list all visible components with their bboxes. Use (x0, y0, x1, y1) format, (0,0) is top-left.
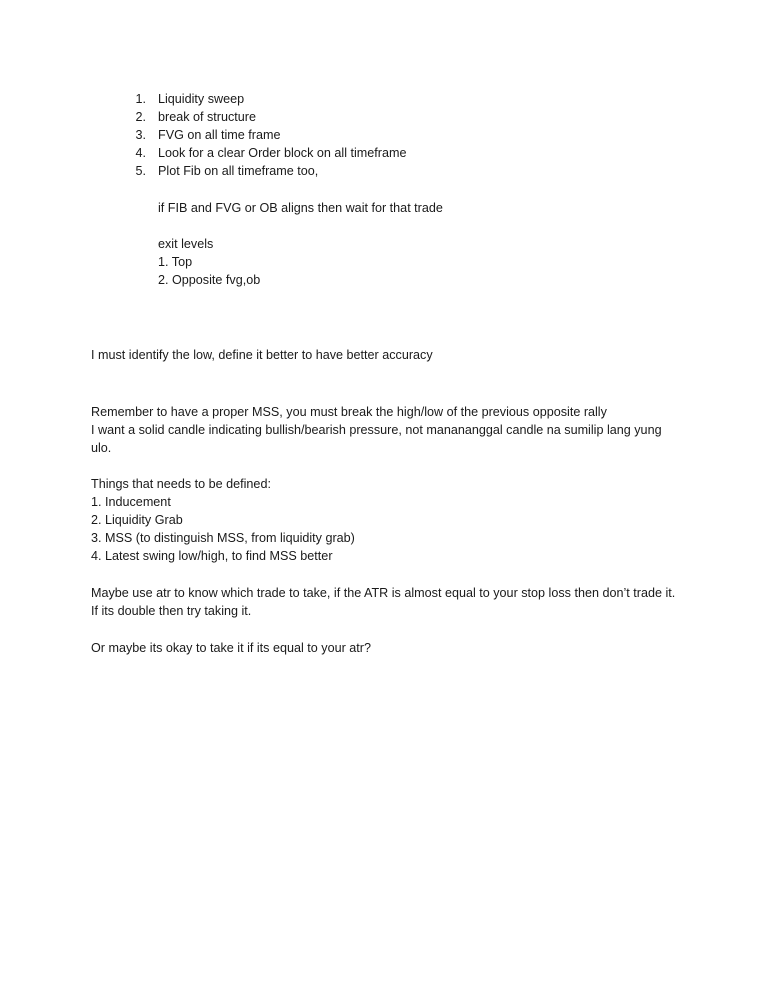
list-item: Plot Fib on all timeframe too, (158, 164, 319, 178)
defined-item: 2. Liquidity Grab (91, 513, 183, 527)
list-number: 3. (135, 128, 146, 142)
list-item: Look for a clear Order block on all timeframe (158, 146, 407, 160)
atr-note: Maybe use atr to know which trade to take, if the ATR is almost equal to your stop loss then don’t trade it. If its double then try taking it. (91, 586, 676, 619)
align-note: if FIB and FVG or OB aligns then wait for that trade (158, 201, 443, 215)
list-number: 2. (135, 110, 146, 124)
atr-question: Or maybe its okay to take it if its equal to your atr? (91, 641, 371, 655)
solid-candle-note: I want a solid candle indicating bullish/bearish pressure, not manananggal candle na sumilip lang yung ulo. (91, 423, 662, 456)
exit-item: 2. Opposite fvg,ob (158, 273, 261, 287)
mss-note: Remember to have a proper MSS, you must break the high/low of the previous opposite rally (91, 405, 607, 419)
defined-item: 4. Latest swing low/high, to find MSS better (91, 549, 333, 563)
defined-item: 3. MSS (to distinguish MSS, from liquidity grab) (91, 531, 355, 545)
list-item: Liquidity sweep (158, 92, 245, 106)
list-number: 4. (135, 146, 146, 160)
defined-item: 1. Inducement (91, 495, 171, 509)
list-item: break of structure (158, 110, 256, 124)
defined-heading: Things that needs to be defined: (91, 477, 271, 491)
list-number: 5. (135, 164, 146, 178)
exit-item: 1. Top (158, 255, 193, 269)
list-item: FVG on all time frame (158, 128, 281, 142)
identify-low-note: I must identify the low, define it better to have better accuracy (91, 348, 433, 362)
list-number: 1. (135, 92, 146, 106)
exit-heading: exit levels (158, 237, 214, 251)
